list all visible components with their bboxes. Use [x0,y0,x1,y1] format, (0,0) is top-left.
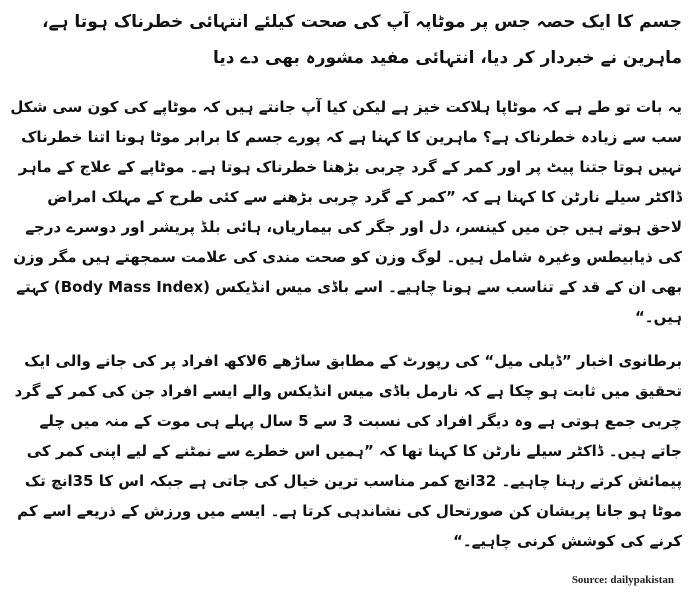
article-paragraph-1: یہ بات تو طے ہے کہ موٹاپا ہلاکت خیز ہے لیکن کیا آپ جانتے ہیں کہ موٹاپے کی کون سی شکل سب سے زیادہ خطرناک ہے؟ ماہرین کا کہنا ہے کہ پورے جسم کا برابر موٹا ہونا اتنا خطرناک نہیں ہوتا جتنا پیٹ پر اور کمر کے گرد چربی بڑھنا خطرناک ہوتا ہے۔ موٹاپے کے علاج کے ماہر ڈاکٹر سیلے نارٹن کا کہنا ہے کہ ”کمر کے گرد چربی بڑھنے سے کئی طرح کے مہلک امراض لاحق ہوتے ہیں جن میں کینسر، دل اور جگر کی بیماریاں، ہائی بلڈ پریشر اور دوسرے درجے کی ذیابیطس وغیرہ شامل ہیں۔ لوگ وزن کو صحت مندی کی علامت سمجھتے ہیں مگر وزن بھی ان کے قد کے تناسب سے ہونا چاہیے۔ اسے باڈی میس انڈیکس (Body Mass Index) کہتے ہیں۔“ [10,98,682,326]
article [10,4,682,556]
article-headline: جسم کا ایک حصہ جس پر موٹاپہ آپ کی صحت کیلئے انتہائی خطرناک ہوتا ہے، ماہرین نے خبردار کر دیا، انتہائی مفید مشورہ بھی دے دیا [42,12,682,68]
spacer [10,76,682,92]
source-credit: Source: dailypakistan [571,574,674,586]
article-paragraph-2: برطانوی اخبار ”ڈیلی میل“ کی رپورٹ کے مطابق ساڑھے 6لاکھ افراد پر کی جانے والی ایک تحقیق میں ثابت ہو چکا ہے کہ نارمل باڈی میس انڈیکس والے ایسے افراد جن کی کمر کے گرد چربی جمع ہوتی ہے وہ دیگر افراد کی نسبت 3 سے 5 سال پہلے ہی موت کے منہ میں چلے جاتے ہیں۔ ڈاکٹر سیلے نارٹن کا کہنا تھا کہ ”ہمیں اس خطرے سے نمٹنے کے لیے اپنی کمر کی پیمائش کرتے رہنا چاہیے۔ 32انچ کمر مناسب ترین خیال کی جاتی ہے جبکہ اس کا 35انچ تک موٹا ہو جانا پریشان کن صورتحال کی نشاندہی کرتا ہے۔ ایسے میں ورزش کے ذریعے اسے کم کرنے کی کوشش کرنی چاہیے۔“ [14,352,682,550]
spacer [10,332,682,346]
